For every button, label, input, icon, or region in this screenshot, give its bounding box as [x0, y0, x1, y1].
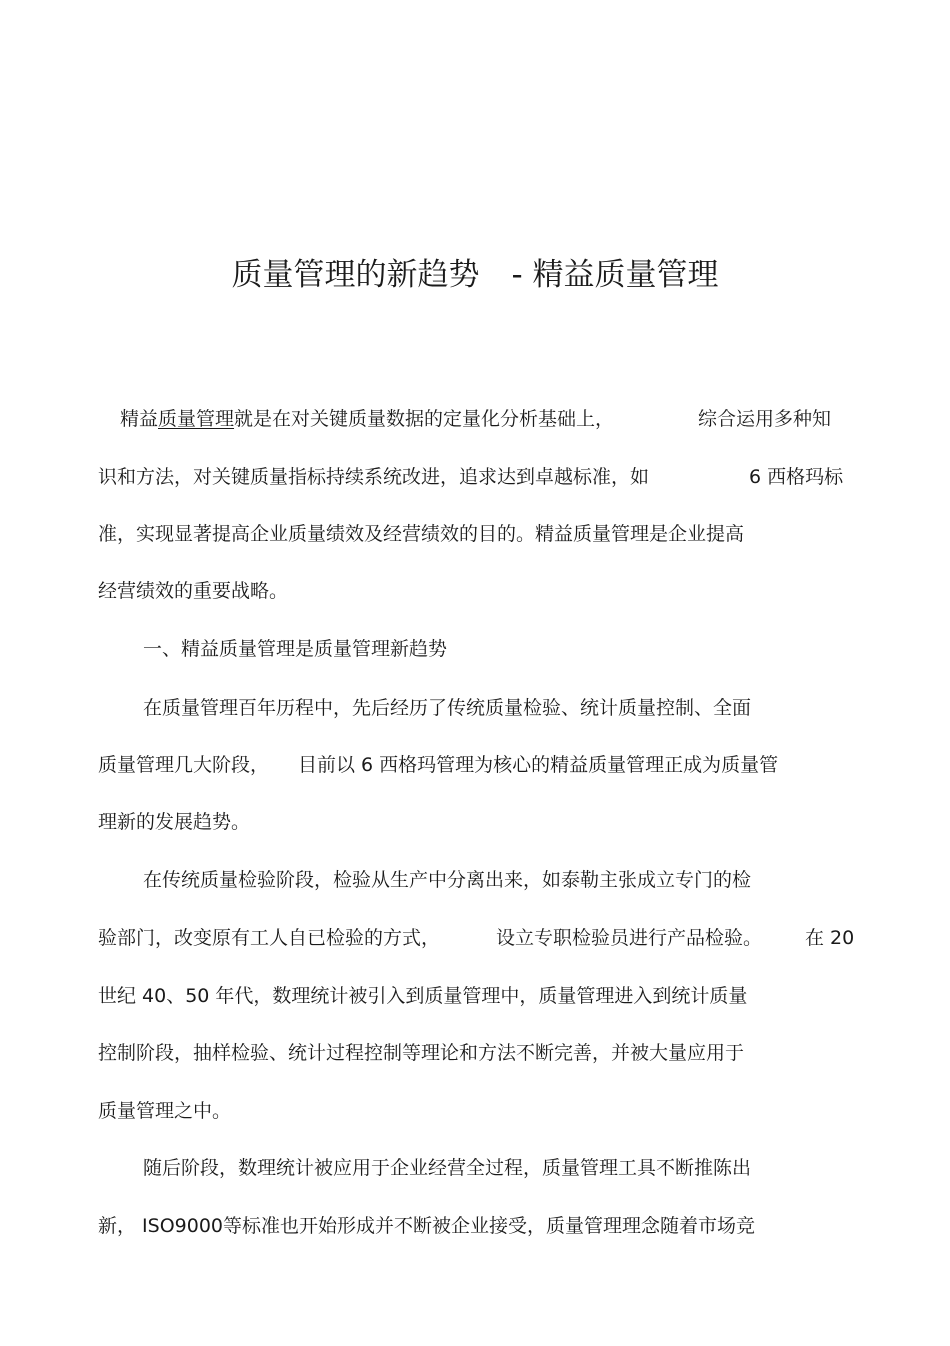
paragraph-line: 新， ISO9000等标准也开始形成并不断被企业接受，质量管理理念随着市场竞 [98, 1215, 756, 1237]
paragraph-line: 准，实现显著提高企业质量绩效及经营绩效的目的。精益质量管理是企业提高 [98, 523, 745, 545]
paragraph-line: 质量管理之中。 [98, 1100, 232, 1122]
text-run: 精益 [120, 408, 159, 430]
paragraph-line: 验部门，改变原有工人自已检验的方式， [98, 927, 441, 949]
paragraph-line: 目前以 6 西格玛管理为核心的精益质量管理正成为质量管 [298, 754, 779, 776]
paragraph-line: 随后阶段，数理统计被应用于企业经营全过程，质量管理工具不断推陈出 [143, 1157, 752, 1179]
paragraph-line: 控制阶段，抽样检验、统计过程控制等理论和方法不断完善，并被大量应用于 [98, 1042, 745, 1064]
paragraph-line: 世纪 40、50 年代，数理统计被引入到质量管理中，质量管理进入到统计质量 [98, 985, 748, 1007]
paragraph-line: 在质量管理百年历程中，先后经历了传统质量检验、统计质量控制、全面 [143, 697, 752, 719]
paragraph-line [120, 405, 614, 433]
paragraph-line: 经营绩效的重要战略。 [98, 580, 289, 602]
paragraph-line: 在传统质量检验阶段，检验从生产中分离出来，如泰勒主张成立专门的检 [143, 869, 752, 891]
title-sub: - 精益质量管理 [511, 257, 719, 293]
underlined-term: 质量管理 [158, 408, 235, 430]
title-main: 质量管理的新趋势 [231, 257, 480, 293]
text-run: 就是在对关键质量数据的定量化分析基础上， [234, 408, 615, 430]
paragraph-line: 设立专职检验员进行产品检验。 [496, 927, 763, 949]
paragraph-line-end: 6 西格玛标 [749, 466, 844, 488]
paragraph-line: 理新的发展趋势。 [98, 811, 251, 833]
paragraph-line: 在 20 [805, 927, 855, 949]
paragraph-line: 质量管理几大阶段， [98, 754, 270, 776]
paragraph-line: 识和方法，对关键质量指标持续系统改进，追求达到卓越标准，如 [98, 466, 650, 488]
document-title [0, 252, 950, 298]
paragraph-line-end: 综合运用多种知 [698, 408, 832, 430]
section-heading: 一、精益质量管理是质量管理新趋势 [143, 638, 448, 660]
